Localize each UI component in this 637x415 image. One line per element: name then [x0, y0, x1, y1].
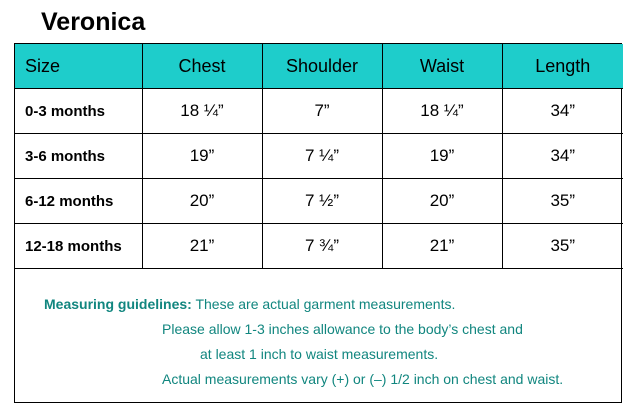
size-chart	[14, 43, 622, 403]
header-size: Size	[15, 44, 142, 89]
guideline-line-1	[44, 296, 455, 312]
length-cell: 34”	[502, 134, 623, 179]
header-shoulder: Shoulder	[262, 44, 382, 89]
header-chest: Chest	[142, 44, 262, 89]
chest-cell: 18 ¼”	[142, 89, 262, 134]
waist-cell: 19”	[382, 134, 502, 179]
header-length: Length	[502, 44, 623, 89]
waist-cell: 20”	[382, 179, 502, 224]
chest-cell: 20”	[142, 179, 262, 224]
shoulder-cell: 7 ¾”	[262, 224, 382, 269]
guideline-text-1: These are actual garment measurements.	[195, 296, 456, 312]
page-title: Veronica	[41, 8, 146, 36]
length-cell: 35”	[502, 224, 623, 269]
guideline-line-3: at least 1 inch to waist measurements.	[200, 346, 439, 362]
shoulder-cell: 7”	[262, 89, 382, 134]
size-table	[15, 44, 623, 269]
table-row	[15, 134, 623, 179]
length-cell: 35”	[502, 179, 623, 224]
guideline-line-4: Actual measurements vary (+) or (–) 1/2 inch on chest and waist.	[162, 371, 564, 387]
chest-cell: 21”	[142, 224, 262, 269]
size-cell: 0-3 months	[15, 89, 142, 134]
waist-cell: 18 ¼”	[382, 89, 502, 134]
header-waist: Waist	[382, 44, 502, 89]
table-row	[15, 89, 623, 134]
size-cell: 6-12 months	[15, 179, 142, 224]
waist-cell: 21”	[382, 224, 502, 269]
table-row	[15, 224, 623, 269]
size-cell: 12-18 months	[15, 224, 142, 269]
table-row	[15, 179, 623, 224]
size-cell: 3-6 months	[15, 134, 142, 179]
measuring-guidelines	[15, 274, 621, 402]
guidelines-heading: Measuring guidelines:	[44, 296, 192, 312]
chest-cell: 19”	[142, 134, 262, 179]
length-cell: 34”	[502, 89, 623, 134]
shoulder-cell: 7 ½”	[262, 179, 382, 224]
shoulder-cell: 7 ¼”	[262, 134, 382, 179]
guideline-line-2: Please allow 1-3 inches allowance to the body’s chest and	[162, 321, 523, 337]
header-row	[15, 44, 623, 89]
